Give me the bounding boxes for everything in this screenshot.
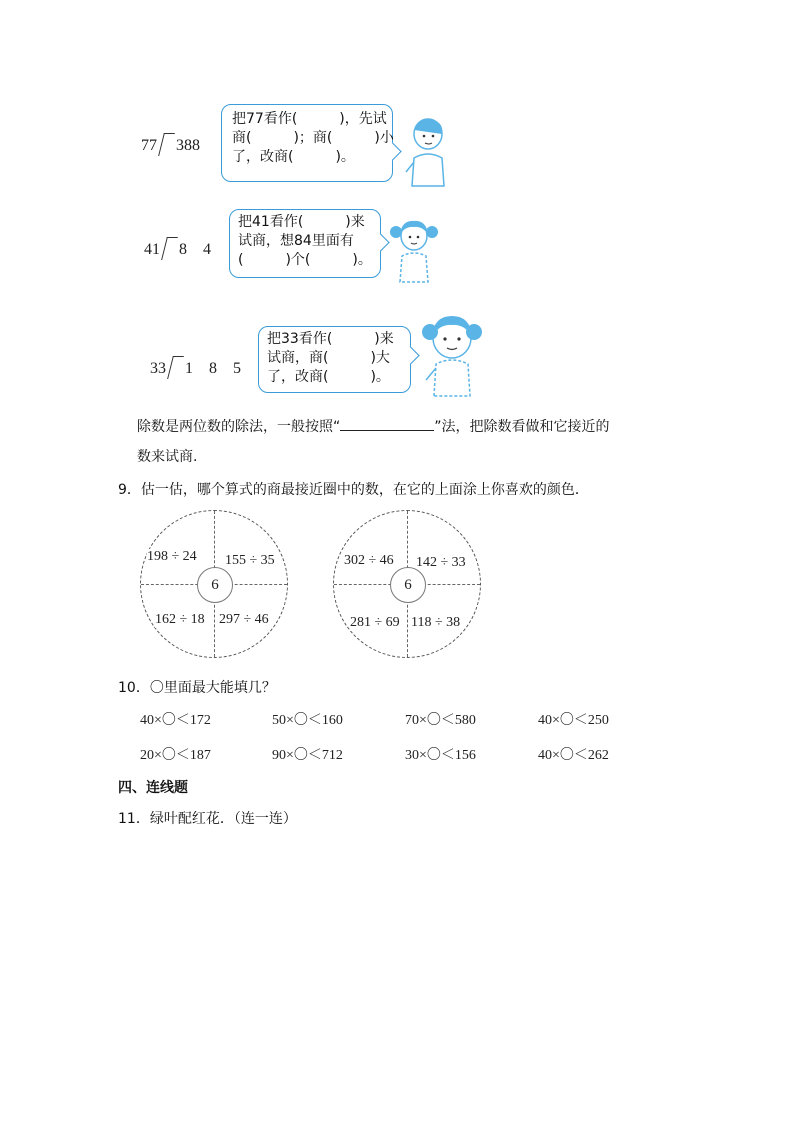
answer-blank[interactable] xyxy=(340,418,434,431)
center-number: 6 xyxy=(197,567,233,603)
inequality: 70×〇＜580 xyxy=(405,713,476,728)
division-expression-2 xyxy=(144,236,211,259)
inequality: 40×〇＜172 xyxy=(140,713,211,728)
estimation-circle-2 xyxy=(333,510,481,658)
speech-bubble-1 xyxy=(221,104,393,182)
bubble-line: 了，改商( )。 xyxy=(267,369,390,385)
division-expression-3 xyxy=(150,355,241,378)
problem-10-title: 10．〇里面最大能填几？ xyxy=(118,680,276,696)
expression-bottom-left[interactable]: 162 ÷ 18 xyxy=(155,612,205,627)
inequality: 30×〇＜156 xyxy=(405,748,476,763)
expression-bottom-left[interactable]: 281 ÷ 69 xyxy=(350,615,400,630)
dividend: 1 8 5 xyxy=(185,360,242,377)
bubble-line: 把77看作( )，先试 xyxy=(232,111,387,127)
dividend: 8 4 xyxy=(179,241,212,258)
bubble-line: ( )个( )。 xyxy=(238,252,372,268)
expression-top-right[interactable]: 142 ÷ 33 xyxy=(416,555,466,570)
summary-line-1 xyxy=(137,416,610,436)
inequality: 50×〇＜160 xyxy=(272,713,343,728)
speech-bubble-3 xyxy=(258,326,411,393)
problem-11-title: 11．绿叶配红花．（连一连） xyxy=(118,811,297,827)
problem-9-title: 9．估一估，哪个算式的商最接近圈中的数，在它的上面涂上你喜欢的颜色． xyxy=(118,482,589,498)
divisor: 41 xyxy=(144,241,160,258)
estimation-circle-1 xyxy=(140,510,288,658)
division-bracket xyxy=(167,356,184,379)
girl-character-icon xyxy=(386,212,442,284)
boy-character-icon xyxy=(400,112,452,188)
expression-bottom-right[interactable]: 297 ÷ 46 xyxy=(219,612,269,627)
center-number: 6 xyxy=(390,567,426,603)
bubble-line: 把33看作( )来 xyxy=(267,331,394,347)
expression-bottom-right[interactable]: 118 ÷ 38 xyxy=(411,615,461,630)
section-heading: 四、连线题 xyxy=(118,780,188,796)
dividend: 388 xyxy=(176,137,200,154)
inequality: 90×〇＜712 xyxy=(272,748,343,763)
divisor: 33 xyxy=(150,360,166,377)
division-expression-1 xyxy=(141,133,200,155)
division-bracket xyxy=(161,237,178,260)
bubble-line: 了，改商( )。 xyxy=(232,149,355,165)
inequality: 20×〇＜187 xyxy=(140,748,211,763)
bubble-line: 把41看作( )来 xyxy=(238,214,365,230)
summary-text: 除数是两位数的除法，一般按照“ xyxy=(137,419,341,435)
bubble-line: 试商，想84里面有 xyxy=(238,233,354,249)
expression-top-left[interactable]: 302 ÷ 46 xyxy=(344,553,394,568)
divisor: 77 xyxy=(141,137,157,154)
inequality: 40×〇＜250 xyxy=(538,713,609,728)
expression-top-right[interactable]: 155 ÷ 35 xyxy=(225,553,275,568)
summary-text: ”法，把除数看做和它接近的 xyxy=(434,419,610,435)
girl-character-icon xyxy=(418,306,484,398)
bubble-line: 试商，商( )大 xyxy=(267,350,390,366)
speech-bubble-2 xyxy=(229,209,381,278)
expression-top-left[interactable]: 198 ÷ 24 xyxy=(147,549,197,564)
bubble-line: 商( )；商( )小 xyxy=(232,130,394,146)
division-bracket xyxy=(158,133,175,156)
inequality: 40×〇＜262 xyxy=(538,748,609,763)
bubble-tail xyxy=(401,346,419,364)
summary-line-2: 数来试商. xyxy=(137,449,198,465)
